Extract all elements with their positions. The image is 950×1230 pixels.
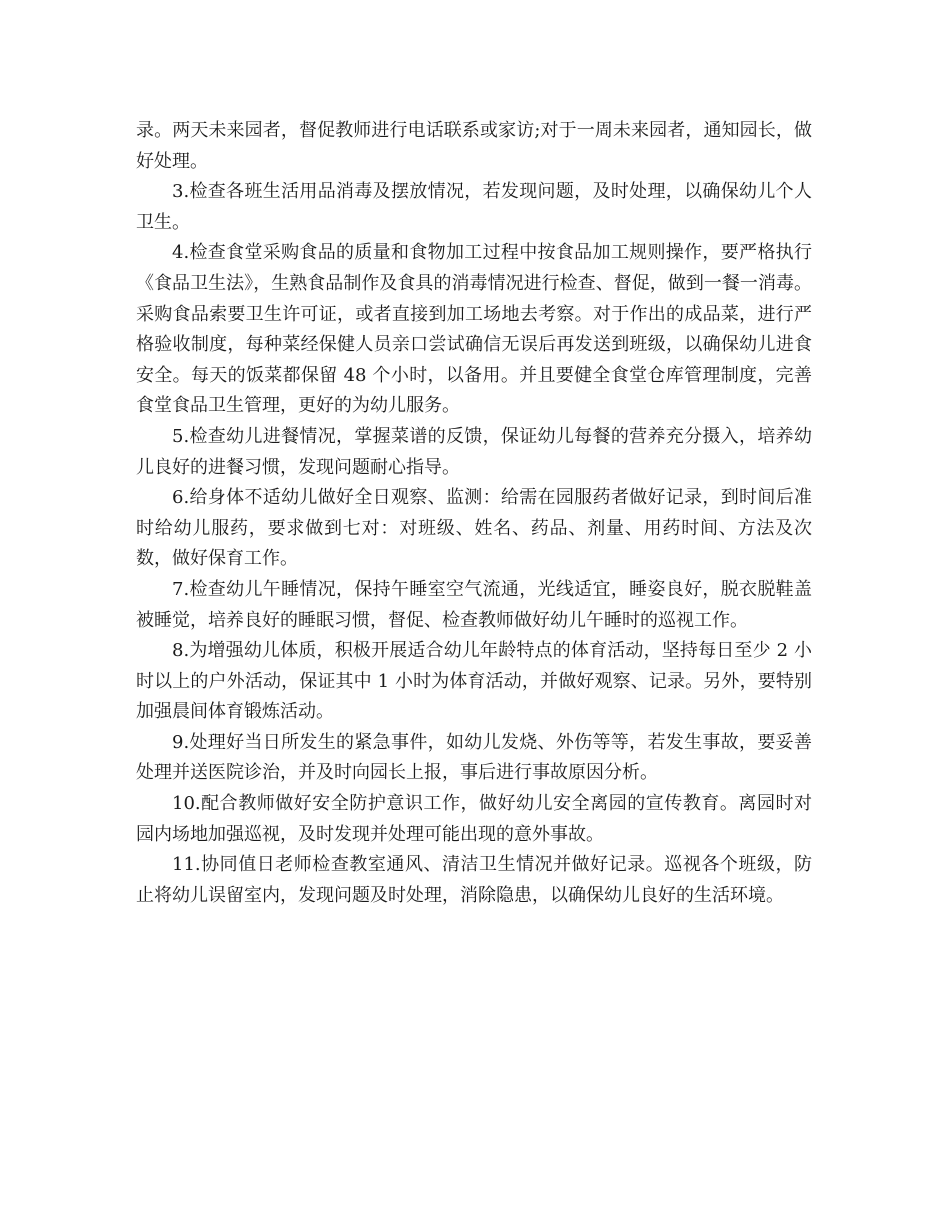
paragraph-continuation: 录。两天未来园者，督促教师进行电话联系或家访;对于一周未来园者，通知园长，做好处理。 — [136, 120, 812, 172]
paragraph-item-3: 3.检查各班生活用品消毒及摆放情况，若发现问题，及时处理，以确保幼儿个人卫生。 — [136, 181, 812, 233]
paragraph-item-11: 11.协同值日老师检查教室通风、清洁卫生情况并做好记录。巡视各个班级，防止将幼儿误留室内，发现问题及时处理，消除隐患，以确保幼儿良好的生活环境。 — [136, 854, 812, 906]
paragraph-item-10: 10.配合教师做好安全防护意识工作，做好幼儿安全离园的宣传教育。离园时对园内场地加强巡视，及时发现并处理可能出现的意外事故。 — [136, 793, 812, 845]
paragraph-item-8: 8.为增强幼儿体质，积极开展适合幼儿年龄特点的体育活动，坚持每日至少 2 小时以上的户外活动，保证其中 1 小时为体育活动，并做好观察、记录。另外，要特别加强晨间体育锻炼活动。 — [136, 640, 812, 723]
paragraph-item-6: 6.给身体不适幼儿做好全日观察、监测：给需在园服药者做好记录，到时间后准时给幼儿服药，要求做到七对：对班级、姓名、药品、剂量、用药时间、方法及次数，做好保育工作。 — [136, 487, 812, 570]
paragraph-item-5: 5.检查幼儿进餐情况，掌握菜谱的反馈，保证幼儿每餐的营养充分摄入，培养幼儿良好的进餐习惯，发现问题耐心指导。 — [136, 425, 812, 478]
document-body — [136, 116, 812, 911]
paragraph-item-7: 7.检查幼儿午睡情况，保持午睡室空气流通，光线适宜，睡姿良好，脱衣脱鞋盖被睡觉，培养良好的睡眠习惯，督促、检查教师做好幼儿午睡时的巡视工作。 — [136, 578, 812, 631]
paragraph-item-4: 4.检查食堂采购食品的质量和食物加工过程中按食品加工规则操作，要严格执行《食品卫生法》，生熟食品制作及食具的消毒情况进行检查、督促，做到一餐一消毒。采购食品索要卫生许可证，或者直接到加工场地去考察。对于作出的成品菜，进行严格验收制度，每种菜经保健人员亲口尝试确信无误后再发送到班级，以确保幼儿进食安全。每天的饭菜都保留 48 个小时，以备用。并且要健全食堂仓库管理制度，完善食堂食品卫生管理，更好的为幼儿服务。 — [136, 242, 812, 417]
paragraph-item-9: 9.处理好当日所发生的紧急事件，如幼儿发烧、外伤等等，若发生事故，要妥善处理并送医院诊治，并及时向园长上报，事后进行事故原因分析。 — [136, 731, 812, 784]
